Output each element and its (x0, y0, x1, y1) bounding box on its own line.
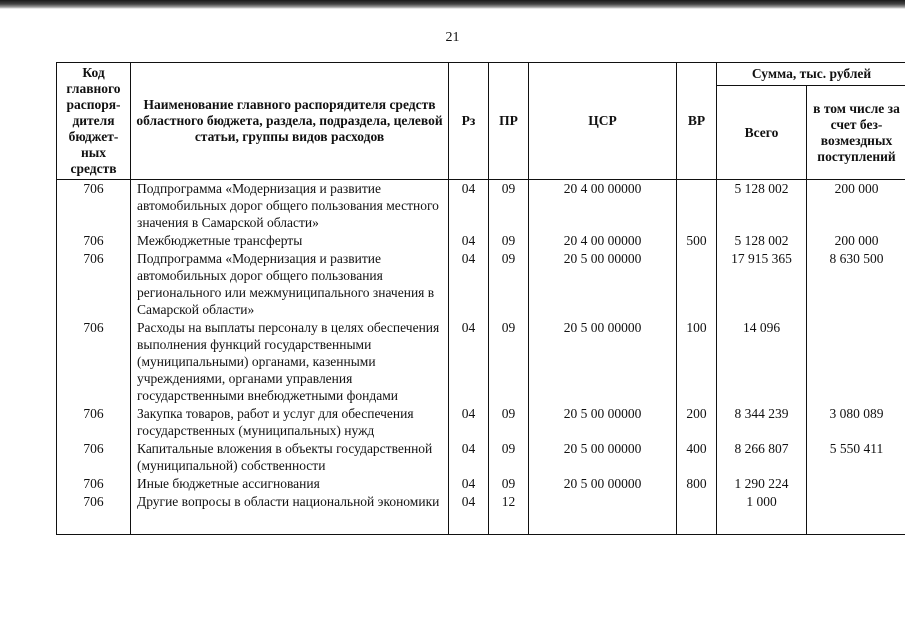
cell-code: 706 (57, 475, 131, 493)
cell-vr (677, 250, 717, 319)
cell-name: Подпрограмма «Модернизация и развитие автомобильных дорог общего пользования регионального или межмуниципального значения в Самарской области» (131, 250, 449, 319)
cell-code: 706 (57, 440, 131, 475)
cell-grants (807, 319, 905, 405)
cell-csr: 20 5 00 00000 (529, 405, 677, 440)
cell-vr (677, 180, 717, 233)
table-row (57, 440, 905, 475)
header-csr: ЦСР (529, 63, 677, 180)
cell-pr: 09 (489, 180, 529, 233)
spacer-cell (717, 511, 807, 535)
cell-total: 5 128 002 (717, 232, 807, 250)
spacer-cell (489, 511, 529, 535)
cell-vr (677, 493, 717, 511)
cell-name: Иные бюджетные ассигнования (131, 475, 449, 493)
cell-csr: 20 5 00 00000 (529, 440, 677, 475)
cell-rz: 04 (449, 493, 489, 511)
table-bottom-spacer (57, 511, 905, 535)
header-rz: Рз (449, 63, 489, 180)
cell-grants: 200 000 (807, 180, 905, 233)
cell-csr: 20 5 00 00000 (529, 475, 677, 493)
cell-grants (807, 475, 905, 493)
cell-rz: 04 (449, 250, 489, 319)
cell-name: Расходы на выплаты персоналу в целях обеспечения выполнения функций государственными (муниципальными) органами, казенными учреждениями, органами управления государственными внебюджетными фондами (131, 319, 449, 405)
cell-total: 1 000 (717, 493, 807, 511)
cell-csr: 20 4 00 00000 (529, 232, 677, 250)
cell-rz: 04 (449, 405, 489, 440)
cell-name: Другие вопросы в области национальной экономики (131, 493, 449, 511)
spacer-cell (57, 511, 131, 535)
cell-rz: 04 (449, 440, 489, 475)
cell-grants: 3 080 089 (807, 405, 905, 440)
cell-total: 8 266 807 (717, 440, 807, 475)
table-row (57, 319, 905, 405)
cell-vr: 500 (677, 232, 717, 250)
cell-rz: 04 (449, 180, 489, 233)
cell-code: 706 (57, 319, 131, 405)
page-number: 21 (445, 30, 460, 45)
spacer-cell (529, 511, 677, 535)
header-total: Всего (717, 86, 807, 180)
budget-table (56, 62, 905, 535)
cell-name: Закупка товаров, работ и услуг для обеспечения государственных (муниципальных) нужд (131, 405, 449, 440)
cell-total: 17 915 365 (717, 250, 807, 319)
table-header (57, 63, 905, 180)
cell-csr: 20 5 00 00000 (529, 319, 677, 405)
cell-pr: 09 (489, 475, 529, 493)
cell-pr: 09 (489, 232, 529, 250)
spacer-cell (677, 511, 717, 535)
cell-grants (807, 493, 905, 511)
table-row (57, 493, 905, 511)
header-name: Наименование главного распорядителя средств областного бюджета, раздела, подраздела, целевой статьи, группы видов расходов (131, 63, 449, 180)
cell-code: 706 (57, 232, 131, 250)
header-sum-group: Сумма, тыс. рублей (717, 63, 905, 86)
cell-csr: 20 4 00 00000 (529, 180, 677, 233)
cell-vr: 800 (677, 475, 717, 493)
table-row (57, 180, 905, 233)
header-code: Код главного распоря-дителя бюджет-ных средств (57, 63, 131, 180)
cell-vr: 200 (677, 405, 717, 440)
cell-name: Межбюджетные трансферты (131, 232, 449, 250)
spacer-cell (807, 511, 905, 535)
cell-code: 706 (57, 180, 131, 233)
cell-vr: 400 (677, 440, 717, 475)
cell-rz: 04 (449, 319, 489, 405)
table-row (57, 405, 905, 440)
cell-code: 706 (57, 250, 131, 319)
cell-grants: 200 000 (807, 232, 905, 250)
table-row (57, 475, 905, 493)
spacer-cell (449, 511, 489, 535)
cell-pr: 09 (489, 250, 529, 319)
cell-rz: 04 (449, 475, 489, 493)
scan-edge-shadow (0, 0, 905, 9)
cell-pr: 09 (489, 440, 529, 475)
cell-total: 5 128 002 (717, 180, 807, 233)
cell-name: Капитальные вложения в объекты государственной (муниципальной) собственности (131, 440, 449, 475)
cell-total: 14 096 (717, 319, 807, 405)
table-body (57, 180, 905, 535)
cell-code: 706 (57, 493, 131, 511)
cell-total: 8 344 239 (717, 405, 807, 440)
cell-vr: 100 (677, 319, 717, 405)
cell-grants: 8 630 500 (807, 250, 905, 319)
table-row (57, 232, 905, 250)
header-pr: ПР (489, 63, 529, 180)
cell-csr: 20 5 00 00000 (529, 250, 677, 319)
cell-pr: 09 (489, 319, 529, 405)
header-vr: ВР (677, 63, 717, 180)
cell-grants: 5 550 411 (807, 440, 905, 475)
cell-pr: 09 (489, 405, 529, 440)
header-grants: в том числе за счет без-возмездных поступлений (807, 86, 905, 180)
cell-csr (529, 493, 677, 511)
spacer-cell (131, 511, 449, 535)
cell-pr: 12 (489, 493, 529, 511)
cell-total: 1 290 224 (717, 475, 807, 493)
cell-rz: 04 (449, 232, 489, 250)
cell-code: 706 (57, 405, 131, 440)
cell-name: Подпрограмма «Модернизация и развитие автомобильных дорог общего пользования местного значения в Самарской области» (131, 180, 449, 233)
table-row (57, 250, 905, 319)
